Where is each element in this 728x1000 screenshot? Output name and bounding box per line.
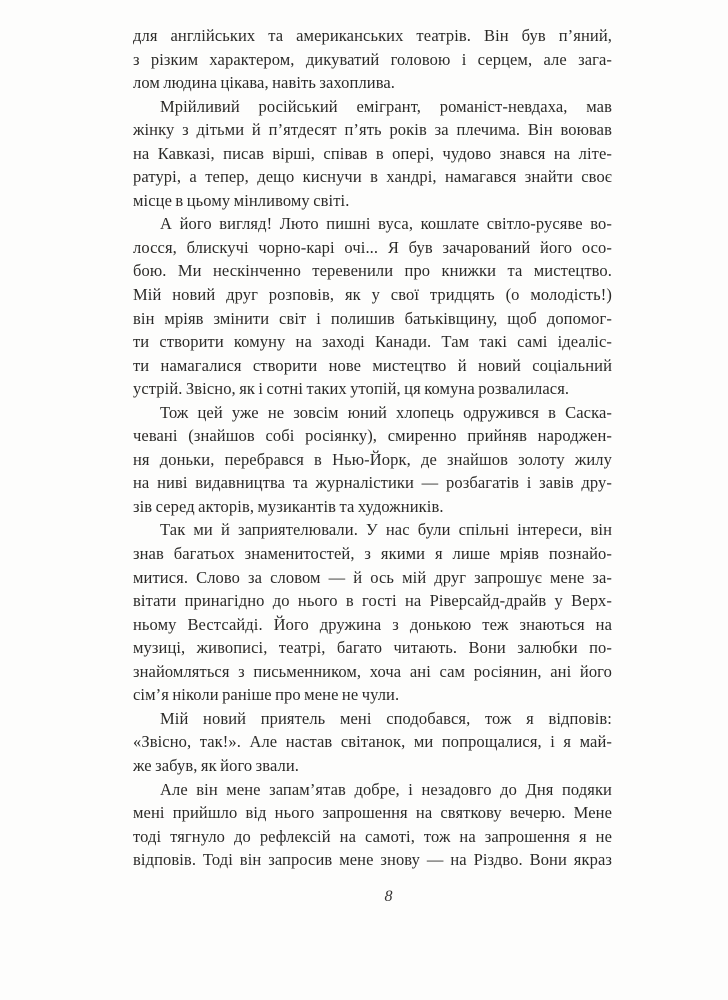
text-line: Мій новий друг розповів, як у свої тридцять (о молодість!) — [133, 285, 612, 305]
text-line: зів серед акторів, музикантів та художників. — [133, 496, 444, 516]
text-line: ти створити комуну на заході Канади. Там такі самі ідеаліс- — [133, 332, 612, 352]
text-line: ти намагалися створити нове мистецтво й новий соціальний — [133, 355, 612, 375]
text-line: Тож цей уже не зовсім юний хлопець одружився в Саска- — [160, 402, 612, 422]
text-line: сім’я ніколи раніше про мене не чули. — [133, 685, 400, 705]
text-line: А його вигляд! Люто пишні вуса, кошлате світло-русяве во- — [160, 214, 612, 234]
text-line: для англійських та американських театрів. Він був п’яний, — [133, 26, 612, 45]
text-line: лосся, блискучі чорно-карі очі... Я був зачарований його осо- — [133, 237, 612, 257]
text-line: митися. Слово за словом — й ось мій друг запрошує мене за- — [133, 567, 612, 587]
text-line: бою. Ми нескінченно теревенили про книжки та мистецтво. — [133, 261, 612, 281]
text-line: на Кавказі, писав вірші, співав в опері, чудово знався на літе- — [133, 143, 612, 163]
page-number: 8 — [384, 888, 393, 905]
text-line: чевані (знайшов собі росіянку), смиренно прийняв народжен- — [133, 426, 612, 446]
text-line: лом людина цікава, навіть захоплива. — [133, 73, 396, 93]
text-line: «Звісно, так!». Але настав світанок, ми попрощалися, і я май- — [133, 732, 612, 752]
text-line: ратурі, а тепер, дещо киснучи в хандрі, намагався знайти своє — [133, 167, 612, 187]
text-line: місце в цьому мінливому світі. — [133, 190, 350, 210]
text-line: з різким характером, дикуватий головою і серцем, але зага- — [133, 49, 612, 69]
text-line: вітати принагідно до нього в гості на Ріверсайд-драйв у Верх- — [133, 591, 612, 611]
text-line: на ниві видавництва та журналістики — розбагатів і завів дру- — [133, 473, 612, 493]
text-line: він мріяв змінити світ і полишив батьківщину, щоб допомог- — [133, 308, 612, 328]
text-line: жінку з дітьми й п’ятдесят п’ять років за плечима. Він воював — [133, 120, 612, 140]
text-line: Мій новий приятель мені сподобався, тож я відповів: — [160, 708, 612, 728]
text-line: знайомляться з письменником, хоча ані сам росіянин, ані його — [133, 661, 612, 681]
text-line: знав багатьох знаменитостей, з якими я лише мріяв познайо- — [133, 544, 612, 564]
text-line: устрій. Звісно, як і сотні таких утопій, ця комуна розвалилася. — [133, 379, 570, 399]
text-line: відповів. Тоді він запросив мене знову — на Різдво. Вони якраз — [133, 850, 612, 870]
text-line: тоді тягнуло до рефлексій на самоті, тож на запрошення я не — [133, 826, 612, 846]
text-line: музиці, живописі, театрі, багато читають. Вони залюбки по- — [133, 638, 612, 658]
page-text-block — [133, 24, 612, 872]
text-line: же забув, як його звали. — [133, 755, 300, 775]
text-line: Так ми й заприятелювали. У нас були спільні інтереси, він — [160, 520, 612, 540]
text-line: Але він мене запам’ятав добре, і незадовго до Дня подяки — [160, 779, 612, 799]
text-line: Мрійливий російський емігрант, романіст-невдаха, мав — [160, 96, 612, 116]
text-line: ньому Вестсайді. Його дружина з донькою теж знаються на — [133, 614, 612, 634]
text-line: мені прийшло від нього запрошення на святкову вечерю. Мене — [133, 803, 612, 823]
text-line: ня доньки, перебрався в Нью-Йорк, де знайшов золоту жилу — [133, 449, 612, 469]
